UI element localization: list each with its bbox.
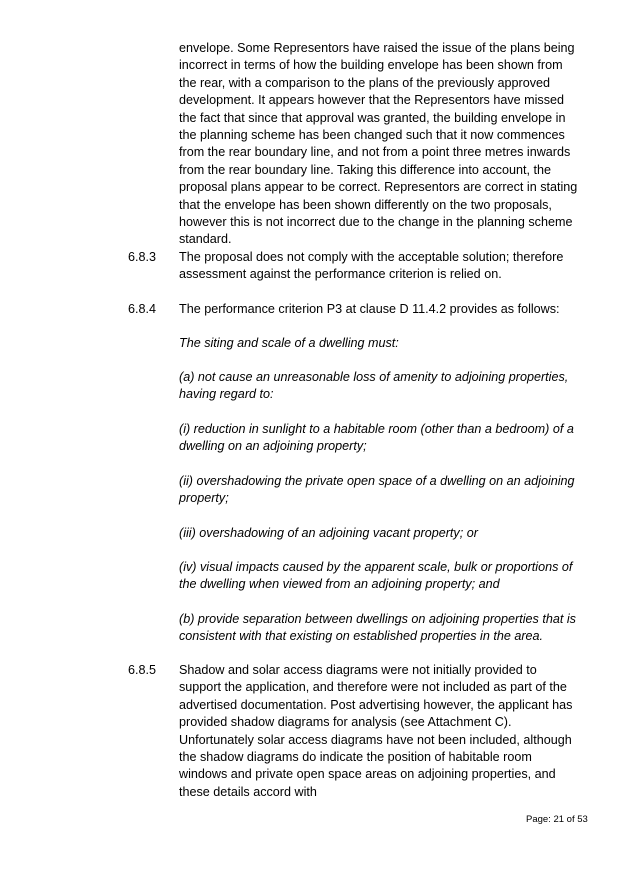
section-text-6-8-5: Shadow and solar access diagrams were not initially provided to support the application, and therefore were not included as part of the advertised documentation. Post advertising however, the applicant has provided shadow diagrams for analysis (see Attachment C). Unfortunately solar access diagrams have not been included, although the shadow diagrams do indicate the position of habitable room windows and private open space areas on adjoining properties, and these details accord with — [179, 663, 573, 799]
section-text-6-8-3: The proposal does not comply with the acceptable solution; therefore assessment against the performance criterion is relied on. — [179, 250, 564, 282]
quote-item-b: (b) provide separation between dwellings on adjoining properties that is consistent with that existing on established properties in the area. — [179, 612, 576, 644]
section-number-6-8-4: 6.8.4 — [128, 302, 157, 316]
quote-item-ii: (ii) overshadowing the private open space of a dwelling on an adjoining property; — [179, 474, 575, 506]
quote-item-iv: (iv) visual impacts caused by the apparent scale, bulk or proportions of the dwelling when viewed from an adjoining property; and — [179, 560, 573, 592]
continuation-paragraph: envelope. Some Representors have raised the issue of the plans being incorrect in terms of how the building envelope has been shown from the rear, with a comparison to the plans of the previously approved development. It appears however that the Representors have missed the fact that since that approval was granted, the building envelope in the planning scheme has been changed such that it now commences from the rear boundary line, and not from a point three metres inwards from the rear boundary line. Taking this difference into account, the proposal plans appear to be correct. Representors are correct in stating that the envelope has been shown differently on the two proposals, however this is not incorrect due to the change in the planning scheme standard. — [179, 41, 578, 247]
section-number-6-8-3: 6.8.3 — [128, 250, 157, 264]
quote-intro: The siting and scale of a dwelling must: — [179, 336, 399, 350]
section-number-6-8-5: 6.8.5 — [128, 663, 157, 677]
section-text-6-8-4: The performance criterion P3 at clause D 11.4.2 provides as follows: — [179, 302, 560, 316]
quote-item-iii: (iii) overshadowing of an adjoining vacant property; or — [179, 526, 478, 540]
page-number-footer: Page: 21 of 53 — [526, 814, 588, 825]
quote-item-i: (i) reduction in sunlight to a habitable room (other than a bedroom) of a dwelling on an adjoining property; — [179, 422, 574, 454]
quote-item-a: (a) not cause an unreasonable loss of amenity to adjoining properties, having regard to: — [179, 370, 569, 402]
